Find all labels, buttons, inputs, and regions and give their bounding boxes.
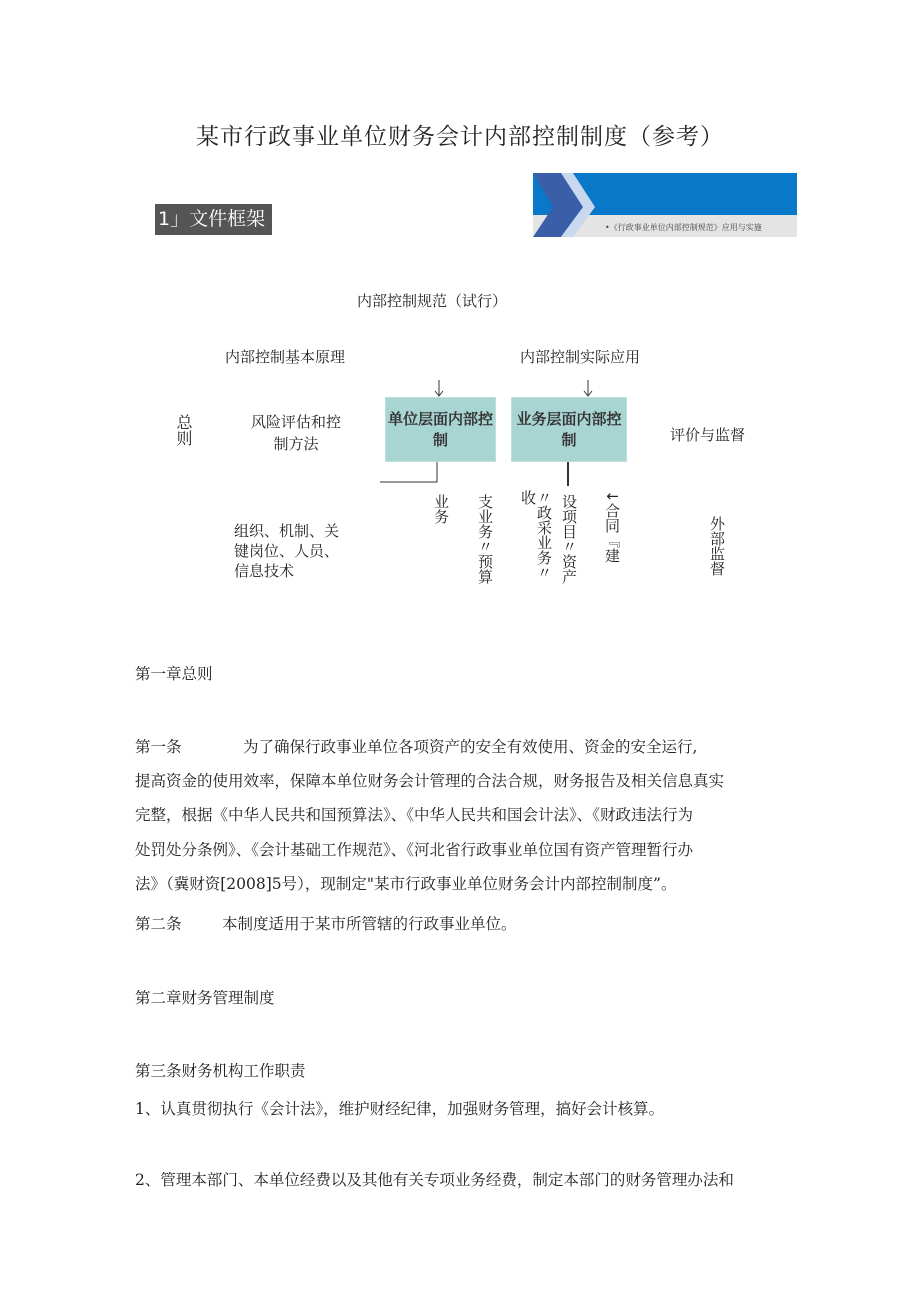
chevron-graphic <box>533 173 593 237</box>
diagram-col-5: ↓合同『建 <box>603 490 621 563</box>
article-1-label: 第一条 <box>135 738 182 756</box>
diagram-col-2: 支业务〃预算 <box>476 494 494 584</box>
article-1-line: 处罚处分条例》、《会计基础工作规范》、《河北省行政事业单位国有资产管理暂行办 <box>135 841 694 859</box>
diagram-evaluation: 评价与监督 <box>670 426 746 444</box>
article-1-line: 完整，根据《中华人民共和国预算法》、《中华人民共和国会计法》、《财政违法行为 <box>135 806 694 824</box>
diagram-right-head: 内部控制实际应用 <box>520 348 641 366</box>
diagram-col-3: 〃政采业务〃收 <box>519 490 553 580</box>
article-2-text: 本制度适用于某市所管辖的行政事业单位。 <box>222 915 517 933</box>
article-1-line: 为了确保行政事业单位各项资产的安全有效使用、资金的安全运行, <box>243 738 698 756</box>
article-3-heading: 第三条财务机构工作职责 <box>135 1062 306 1080</box>
diagram-left-head: 内部控制基本原理 <box>225 348 346 366</box>
banner-caption: •《行政事业单位内部控制规范》应用与实施 <box>605 223 762 232</box>
article-1-line: 提高资金的使用效率，保障本单位财务会计管理的合法合规，财务报告及相关信息真实 <box>135 772 725 790</box>
article-2-label: 第二条 <box>135 915 182 933</box>
unit-level-box: 单位层面内部控制 <box>385 397 496 462</box>
section-badge: 1」文件框架 <box>155 204 272 235</box>
item-1: 1、认真贯彻执行《会计法》，维护财经纪律，加强财务管理，搞好会计核算。 <box>135 1100 665 1118</box>
diagram-top: 内部控制规范（试行） <box>357 292 508 310</box>
chapter-1-heading: 第一章总则 <box>135 665 213 683</box>
business-level-box: 业务层面内部控制 <box>511 397 627 462</box>
diagram-external: 外部监督 <box>708 516 726 576</box>
diagram-risk: 风险评估和控制方法 <box>250 413 341 453</box>
diagram-col-4: 设项目〃资产 <box>560 494 578 584</box>
banner-image <box>533 173 797 237</box>
diagram-general: 总则 <box>174 414 193 446</box>
item-2: 2、管理本部门、本单位经费以及其他有关专项业务经费，制定本部门的财务管理办法和 <box>135 1171 734 1189</box>
document-title: 某市行政事业单位财务会计内部控制制度（参考） <box>196 124 724 150</box>
article-1-line: 法》（冀财资[2008]5号），现制定"某市行政事业单位财务会计内部控制制度”。 <box>135 875 677 893</box>
chapter-2-heading: 第二章财务管理制度 <box>135 989 275 1007</box>
diagram-col-1: 业务 <box>432 494 450 524</box>
diagram-org: 组织、机制、关键岗位、人员、信息技术 <box>234 522 340 580</box>
